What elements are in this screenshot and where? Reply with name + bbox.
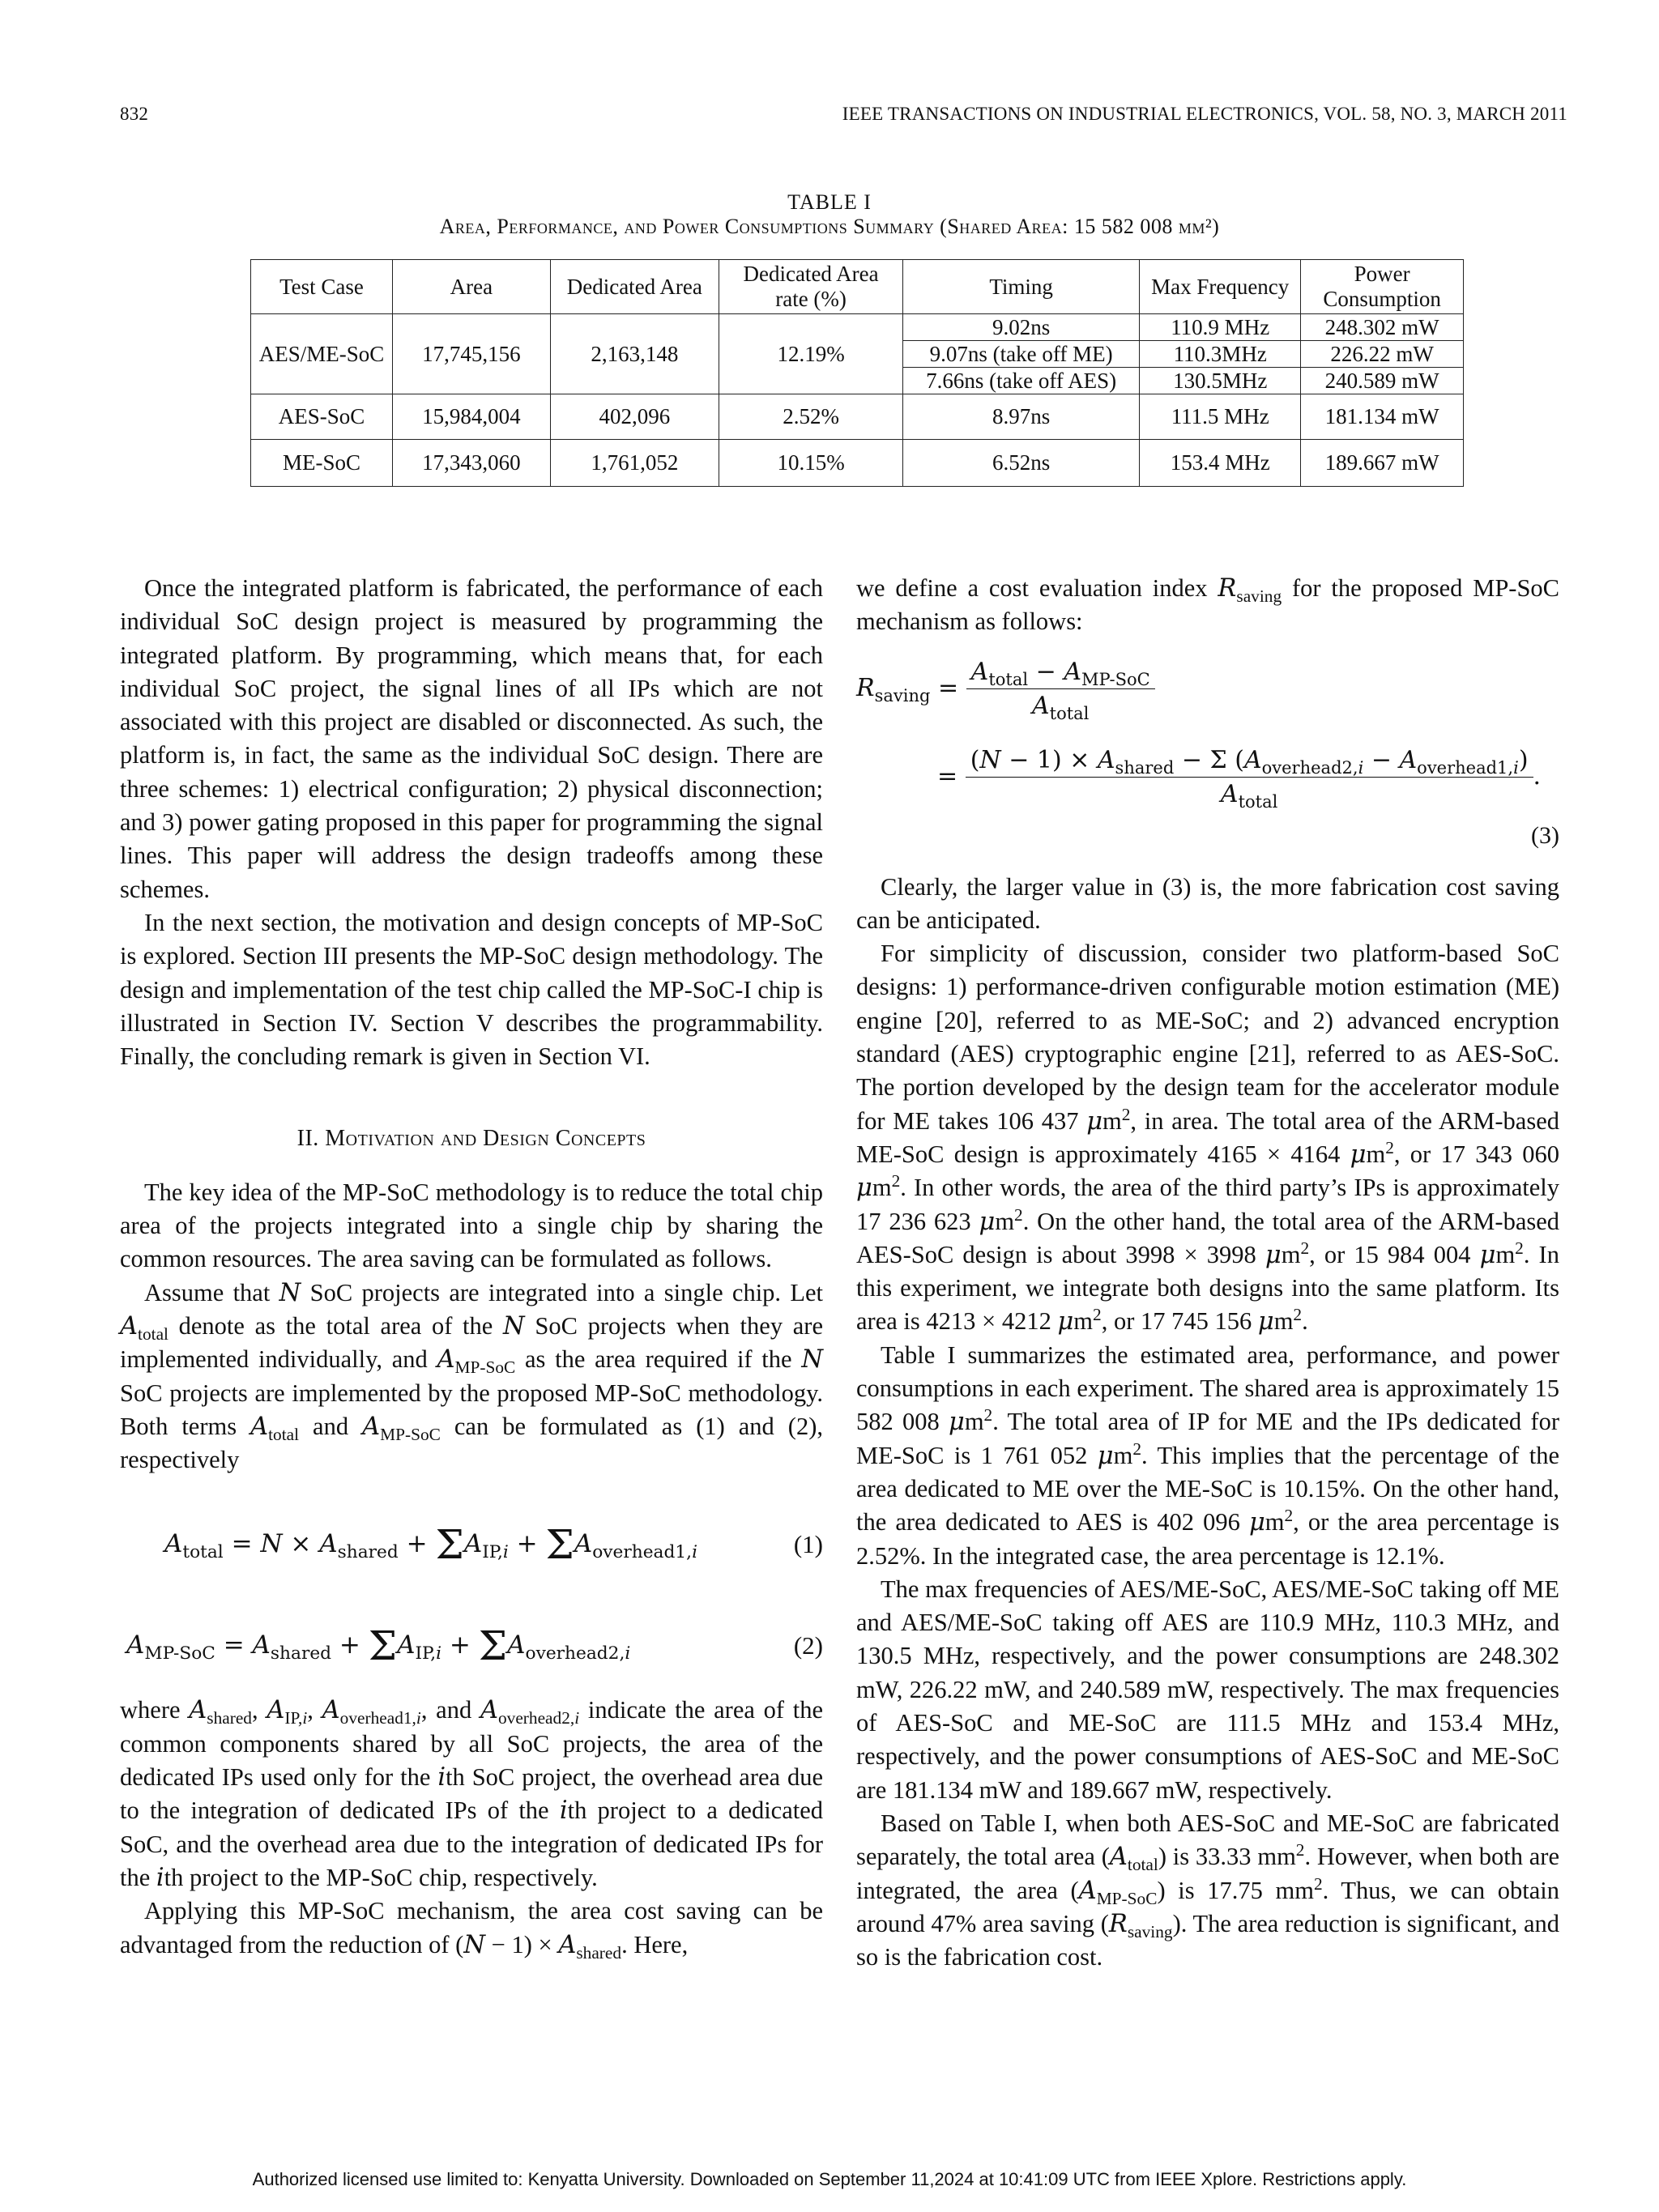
table-cell: ME-SoC (251, 440, 393, 487)
equation-3: $R_{saving}$ = $\frac{A_{total} - A_{MP-SoC}}{A_{total}}$ = $\frac{(N - 1) \times A_{shared} - \Sigma (A_{overhead2,i} - A_{overhead1,i})}{A_{total}}$ . (3) (856, 650, 1559, 853)
table-cell: 17,343,060 (393, 440, 551, 487)
table-cell: 8.97ns (903, 394, 1140, 440)
table-header: Dedicated Area (550, 260, 719, 314)
paragraph: where $A_{shared}$, $A_{IP,i}$, $A_{overhead1,i}$, and $A_{overhead2,i}$ indicate the area of the common components shared by all SoC projects, the area of the dedicated IPs used only for the ith SoC project, the overhead area due to the integration of dedicated IPs of the ith project to a dedicated SoC, and the overhead area due to the integration of dedicated IPs for the ith project to the MP-SoC chip, respectively. (120, 1696, 824, 1892)
table-header: Power Consumption (1301, 260, 1464, 314)
paragraph: The key idea of the MP-SoC methodology is to reduce the total chip area of the projects integrated into a single chip by sharing the common resources. The area saving can be formulated as follows. (120, 1178, 823, 1273)
table-cell: 12.19% (719, 314, 902, 394)
table-cell: 110.3MHz (1140, 341, 1301, 368)
paragraph: Based on Table I, when both AES-SoC and ME-SoC are fabricated separately, the total area $(A_{total})$ is 33.33 $mm^2$. However, when both are integrated, the area $(A_{MP-SoC})$ is 17.75 $mm^2$. Thus, we can obtain around 47% area saving $(R_{saving})$. The area reduction is significant, and so is the fabrication cost. (856, 1809, 1559, 1971)
paragraph: For simplicity of discussion, consider two platform-based SoC designs: 1) performance-driven configurable motion estimation (ME) engine [20], referred to as ME-SoC; and 2) advanced encryption standard (AES) cryptographic engine [21], referred to as AES-SoC. The portion developed by the design team for the accelerator module for ME takes 106 437 $\mu m^2$, in area. The total area of the ARM-based ME-SoC design is approximately 4165 × 4164 $\mu m^2$, or 17 343 060 $\mu m^2$. In other words, the area of the third party’s IPs is approximately 17 236 623 $\mu m^2$. On the other hand, the total area of the ARM-based AES-SoC design is about 3998 × 3998 $\mu m^2$, or 15 984 004 $\mu m^2$. In this experiment, we integrate both designs into the same platform. Its area is 4213 × 4212 $\mu m^2$, or 17 745 156 $\mu m^2$. (856, 940, 1560, 1336)
equation-2: $A_{MP-SoC} = A_{shared} + \Sigma A_{IP,i} + \Sigma A_{overhead2,i}$ (2) (126, 1622, 823, 1670)
table-cell: 15,984,004 (393, 394, 551, 440)
table-cell: 226.22 mW (1301, 341, 1464, 368)
table-header: Max Frequency (1140, 260, 1301, 314)
table-cell: 248.302 mW (1301, 314, 1464, 341)
table-cell: 10.15% (719, 440, 902, 487)
table-row (251, 394, 1464, 440)
paragraph: Applying this MP-SoC mechanism, the area cost saving can be advantaged from the reduction of $(N - 1) \times A_{shared}$. Here, (120, 1897, 823, 1963)
table-cell: 110.9 MHz (1140, 314, 1301, 341)
table-header-row (251, 260, 1464, 314)
table-header: Timing (903, 260, 1140, 314)
paragraph: Assume that N SoC projects are integrated into a single chip. Let $A_{total}$ denote as the total area of the N SoC projects when they are implemented individually, and $A_{MP-SoC}$ as the area required if the N SoC projects are implemented by the proposed MP-SoC methodology. Both terms $A_{total}$ and $A_{MP-SoC}$ can be formulated as (1) and (2), respectively (120, 1278, 823, 1474)
summary-table (250, 259, 1464, 487)
paragraph: In the next section, the motivation and design concepts of MP-SoC is explored. Section III presents the MP-SoC design methodology. The design and implementation of the test chip called the MP-SoC-I chip is illustrated in Section IV. Section V describes the programmability. Finally, the concluding remark is given in Section VI. (120, 908, 823, 1071)
table-cell: 130.5MHz (1140, 368, 1301, 394)
paragraph: Table I summarizes the estimated area, performance, and power consumptions in each experiment. The shared area is approximately 15 582 008 $\mu m^2$. The total area of IP for ME and the IPs dedicated for ME-SoC is 1 761 052 $\mu m^2$. This implies that the percentage of the area dedicated to ME over the ME-SoC is 10.15%. On the other hand, the area dedicated to AES is 402 096 $\mu m^2$, or the area percentage is 2.52%. In the integrated case, the area percentage is 12.1%. (856, 1340, 1559, 1570)
table-header: Dedicated Area rate (%) (719, 260, 902, 314)
table-cell: AES-SoC (251, 394, 393, 440)
paragraph: Once the integrated platform is fabricated, the performance of each individual SoC design project is measured by programming the integrated platform. By programming, which means that, for each individual SoC project, the signal lines of all IPs which are not associated with this project are disabled or disconnected. As such, the platform is, in fact, the same as the individual SoC design. There are three schemes: 1) electrical configuration; 2) physical disconnection; and 3) power gating proposed in this paper for programming the signal lines. This paper will address the design tradeoffs among these schemes. (120, 574, 823, 903)
equation-1: $A_{total} = N \times A_{shared} + \Sigma A_{IP,i} + \Sigma A_{overhead1,i}$ (1) (164, 1521, 823, 1569)
table-cell: 17,745,156 (393, 314, 551, 394)
table-header: Area (393, 260, 551, 314)
table-header: Test Case (251, 260, 393, 314)
table-cell: 189.667 mW (1301, 440, 1464, 487)
table-cell: 7.66ns (take off AES) (903, 368, 1140, 394)
license-footer: Authorized licensed use limited to: Kenyatta University. Downloaded on September 11,2024 at 10:41:09 UTC from IEEE Xplore. Restrictions apply. (252, 2169, 1407, 2189)
table-cell: 1,761,052 (550, 440, 719, 487)
page-number: 832 (120, 104, 149, 124)
table-cell: 111.5 MHz (1140, 394, 1301, 440)
left-column (120, 572, 823, 1962)
table-cell: 181.134 mW (1301, 394, 1464, 440)
table-row (251, 314, 1464, 341)
table-cell: 153.4 MHz (1140, 440, 1301, 487)
table-cell: 2,163,148 (550, 314, 719, 394)
table-cell: 2.52% (719, 394, 902, 440)
table-label: TABLE I (787, 190, 872, 214)
journal-header: IEEE TRANSACTIONS ON INDUSTRIAL ELECTRONICS, VOL. 58, NO. 3, MARCH 2011 (842, 104, 1567, 124)
section-heading: II. Motivation and Design Concepts (296, 1126, 646, 1152)
table-caption: Area, Performance, and Power Consumptions Summary (Shared Area: 15 582 008 μm²) (439, 215, 1220, 238)
table-cell: AES/ME-SoC (251, 314, 393, 394)
table-cell: 6.52ns (903, 440, 1140, 487)
paragraph: Clearly, the larger value in (3) is, the more fabrication cost saving can be anticipated. (856, 872, 1559, 934)
right-column (856, 572, 1559, 1974)
table-cell: 240.589 mW (1301, 368, 1464, 394)
table-cell: 9.07ns (take off ME) (903, 341, 1140, 368)
table-cell: 402,096 (550, 394, 719, 440)
paragraph: The max frequencies of AES/ME-SoC, AES/ME-SoC taking off ME and AES/ME-SoC taking off AES are 110.9 MHz, 110.3 MHz, and 130.5 MHz, respectively, and the power consumptions are 248.302 mW, 226.22 mW, and 240.589 mW, respectively. The max frequencies of AES-SoC and ME-SoC are 111.5 MHz and 153.4 MHz, respectively, and the power consumptions of AES-SoC and ME-SoC are 181.134 mW and 189.667 mW, respectively. (856, 1575, 1559, 1804)
table-cell: 9.02ns (903, 314, 1140, 341)
table-row (251, 440, 1464, 487)
paragraph: we define a cost evaluation index $R_{saving}$ for the proposed MP-SoC mechanism as follows: (856, 574, 1560, 636)
